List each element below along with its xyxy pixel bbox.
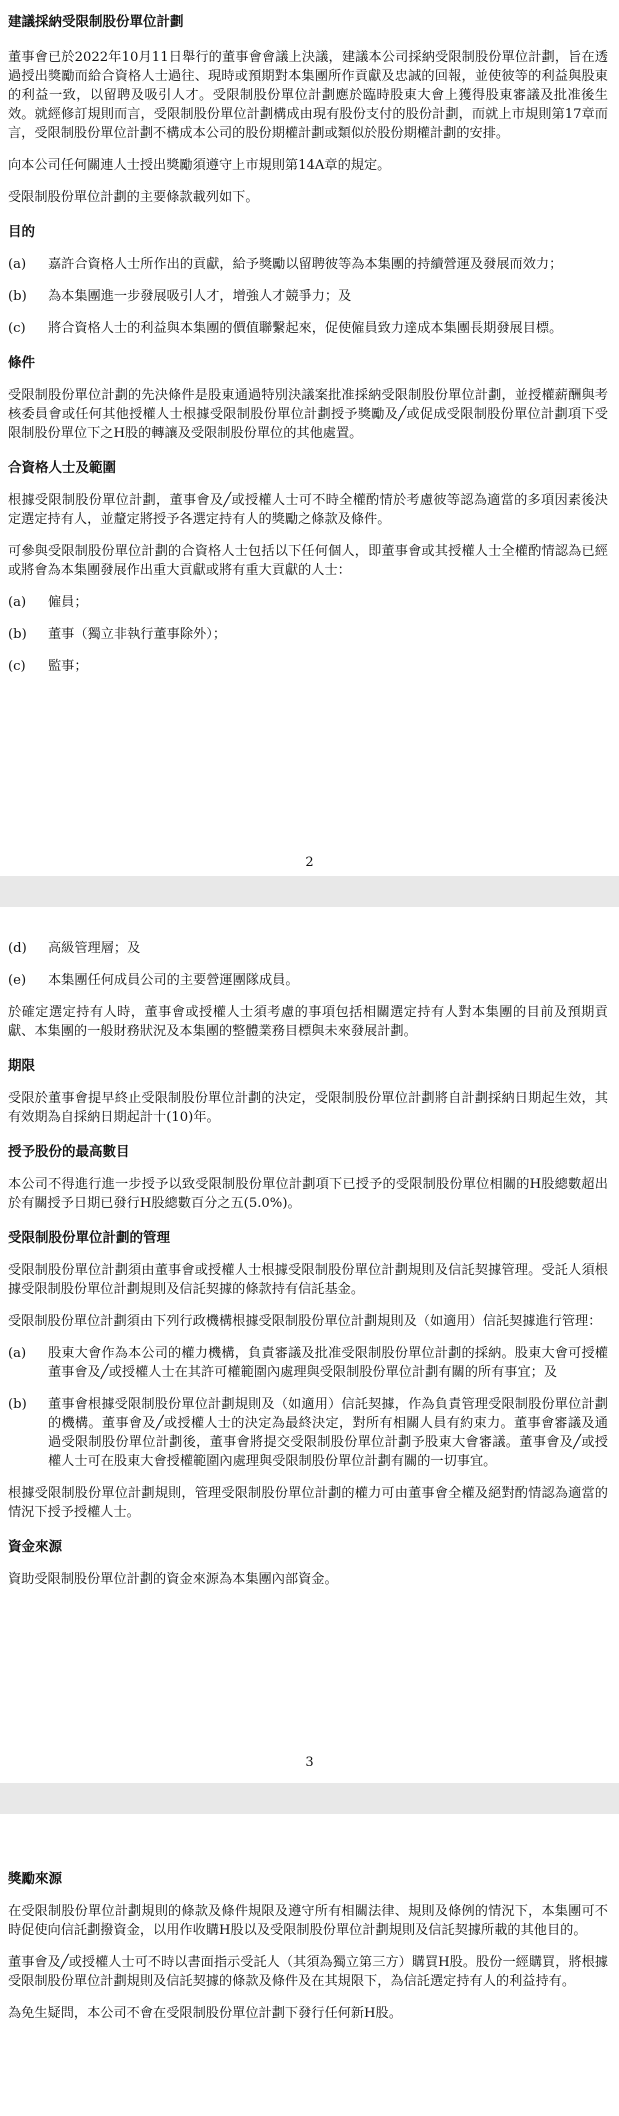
eligible-item	[8, 971, 608, 990]
item-text: 股東大會作為本公司的權力機構，負責審議及批准受限制股份單位計劃的採納。股東大會可授權董事會及╱或授權人士在其許可權範圍內處理與受限制股份單位計劃有關的所有事宜；及	[48, 1346, 608, 1380]
item-text: 董事（獨立非執行董事除外）；	[48, 627, 227, 642]
item-label: (c)	[8, 321, 26, 336]
page-number: 2	[305, 855, 314, 870]
conditions-paragraph: 受限制股份單位計劃的先決條件是股東通過特別決議案批准採納受限制股份單位計劃，並授權薪酬與考核委員會或任何其他授權人士根據受限制股份單位計劃授予獎勵及╱或促成受限制股份單位計劃項下受限制股份單位下之H股的轉讓及受限制股份單位的其他處置。	[8, 388, 608, 441]
purpose-item	[8, 319, 608, 338]
item-label: (b)	[8, 1397, 27, 1412]
item-label: (b)	[8, 627, 27, 642]
summary-paragraph: 受限制股份單位計劃的主要條款載列如下。	[8, 190, 259, 205]
conditions-heading: 條件	[8, 355, 35, 371]
eligible-item	[8, 593, 608, 612]
funds-heading: 資金來源	[8, 1539, 62, 1555]
eligible-item	[8, 625, 608, 644]
page-number: 3	[305, 1755, 314, 1770]
duration-heading: 期限	[8, 1058, 35, 1074]
eligible-paragraph-1: 根據受限制股份單位計劃，董事會及╱或授權人士可不時全權酌情於考慮彼等認為適當的多項因素後決定選定持有人，並釐定將授予各選定持有人的獎勵之條款及條件。	[8, 493, 608, 527]
item-label: (b)	[8, 289, 27, 304]
eligible-paragraph-2: 可參與受限制股份單位計劃的合資格人士包括以下任何個人，即董事會或其授權人士全權酌情認為已經或將會為本集團發展作出重大貢獻或將有重大貢獻的人士：	[8, 544, 608, 578]
source-paragraph-2: 董事會及╱或授權人士可不時以書面指示受託人（其須為獨立第三方）購買H股。股份一經購買，將根據受限制股份單位計劃規則及信託契據的條款及條件及在其規限下，為信託選定持有人的利益持有。	[8, 1955, 608, 1989]
document-page-4	[0, 1814, 619, 2116]
item-text: 本集團任何成員公司的主要營運團隊成員。	[48, 973, 299, 988]
purpose-heading: 目的	[8, 224, 35, 240]
item-text: 監事；	[48, 659, 88, 674]
document-page-2	[0, 0, 619, 876]
max-shares-heading: 授予股份的最高數目	[8, 1144, 130, 1160]
item-text: 嘉許合資格人士所作出的貢獻，給予獎勵以留聘彼等為本集團的持續營運及發展而效力；	[48, 257, 563, 272]
eligible-heading: 合資格人士及範圍	[8, 460, 116, 476]
administration-paragraph-1: 受限制股份單位計劃須由董事會或授權人士根據受限制股份單位計劃規則及信託契據管理。受託人須根據受限制股份單位計劃規則及信託契據的條款持有信託基金。	[8, 1263, 608, 1297]
funds-paragraph: 資助受限制股份單位計劃的資金來源為本集團內部資金。	[8, 1572, 338, 1587]
administration-item	[8, 1395, 608, 1471]
duration-paragraph: 受限於董事會提早終止受限制股份單位計劃的決定，受限制股份單位計劃將自計劃採納日期起生效，其有效期為自採納日期起計十(10)年。	[8, 1091, 608, 1125]
item-label: (e)	[8, 973, 27, 988]
item-text: 將合資格人士的利益與本集團的價值聯繫起來，促使僱員致力達成本集團長期發展目標。	[48, 321, 563, 336]
eligible-item	[8, 657, 608, 676]
item-label: (a)	[8, 257, 27, 272]
item-label: (d)	[8, 941, 27, 956]
item-text: 為本集團進一步發展吸引人才，增強人才競爭力；及	[48, 289, 352, 304]
determine-paragraph: 於確定選定持有人時，董事會或授權人士須考慮的事項包括相關選定持有人對本集團的目前及預期貢獻、本集團的一般財務狀況及本集團的整體業務目標與未來發展計劃。	[8, 1005, 608, 1039]
purpose-item	[8, 255, 608, 274]
item-label: (c)	[8, 659, 26, 674]
item-text: 董事會根據受限制股份單位計劃規則及（如適用）信託契據，作為負責管理受限制股份單位計劃的機構。董事會及╱或授權人士的決定為最終決定，對所有相關人員有約束力。董事會審議及通過受限制股份單位計劃後，董事會將提交受限制股份單位計劃予股東大會審議。董事會及╱或授權人士可在股東大會授權範圍內處理與受限制股份單位計劃有關的一切事宜。	[48, 1397, 608, 1469]
source-paragraph-1: 在受限制股份單位計劃規則的條款及條件規限及遵守所有相關法律、規則及條例的情況下，本集團可不時促使向信託劃撥資金，以用作收購H股以及受限制股份單位計劃規則及信託契據所載的其他目的。	[8, 1904, 608, 1938]
item-text: 高級管理層；及	[48, 941, 141, 956]
item-label: (a)	[8, 595, 27, 610]
connected-paragraph: 向本公司任何關連人士授出獎勵須遵守上市規則第14A章的規定。	[8, 158, 391, 173]
administration-paragraph-2: 受限制股份單位計劃須由下列行政機構根據受限制股份單位計劃規則及（如適用）信託契據進行管理：	[8, 1314, 602, 1329]
item-text: 僱員；	[48, 595, 88, 610]
source-paragraph-3: 為免生疑問，本公司不會在受限制股份單位計劃下發行任何新H股。	[8, 2006, 402, 2021]
source-heading: 獎勵來源	[8, 1871, 62, 1887]
eligible-item	[8, 939, 608, 958]
administration-item	[8, 1344, 608, 1382]
item-label: (a)	[8, 1346, 27, 1361]
document-page-3	[0, 907, 619, 1783]
administration-paragraph-3: 根據受限制股份單位計劃規則，管理受限制股份單位計劃的權力可由董事會全權及絕對酌情認為適當的情況下授予授權人士。	[8, 1486, 608, 1520]
purpose-item	[8, 287, 608, 306]
administration-heading: 受限制股份單位計劃的管理	[8, 1230, 170, 1246]
intro-paragraph: 董事會已於2022年10月11日舉行的董事會會議上決議，建議本公司採納受限制股份單位計劃，旨在透過授出獎勵而給合資格人士過往、現時或預期對本集團所作貢獻及忠誠的回報，並使彼等的利益與股東的利益一致，以留聘及吸引人才。受限制股份單位計劃應於臨時股東大會上獲得股東審議及批准後生效。就經修訂規則而言，受限制股份單位計劃構成由現有股份支付的股份計劃，而就上市規則第17章而言，受限制股份單位計劃不構成本公司的股份期權計劃或類似於股份期權計劃的安排。	[8, 50, 608, 141]
page-title: 建議採納受限制股份單位計劃	[8, 14, 184, 30]
max-shares-paragraph: 本公司不得進行進一步授予以致受限制股份單位計劃項下已授予的受限制股份單位相關的H股總數超出於有關授予日期已發行H股總數百分之五(5.0%)。	[8, 1177, 608, 1211]
